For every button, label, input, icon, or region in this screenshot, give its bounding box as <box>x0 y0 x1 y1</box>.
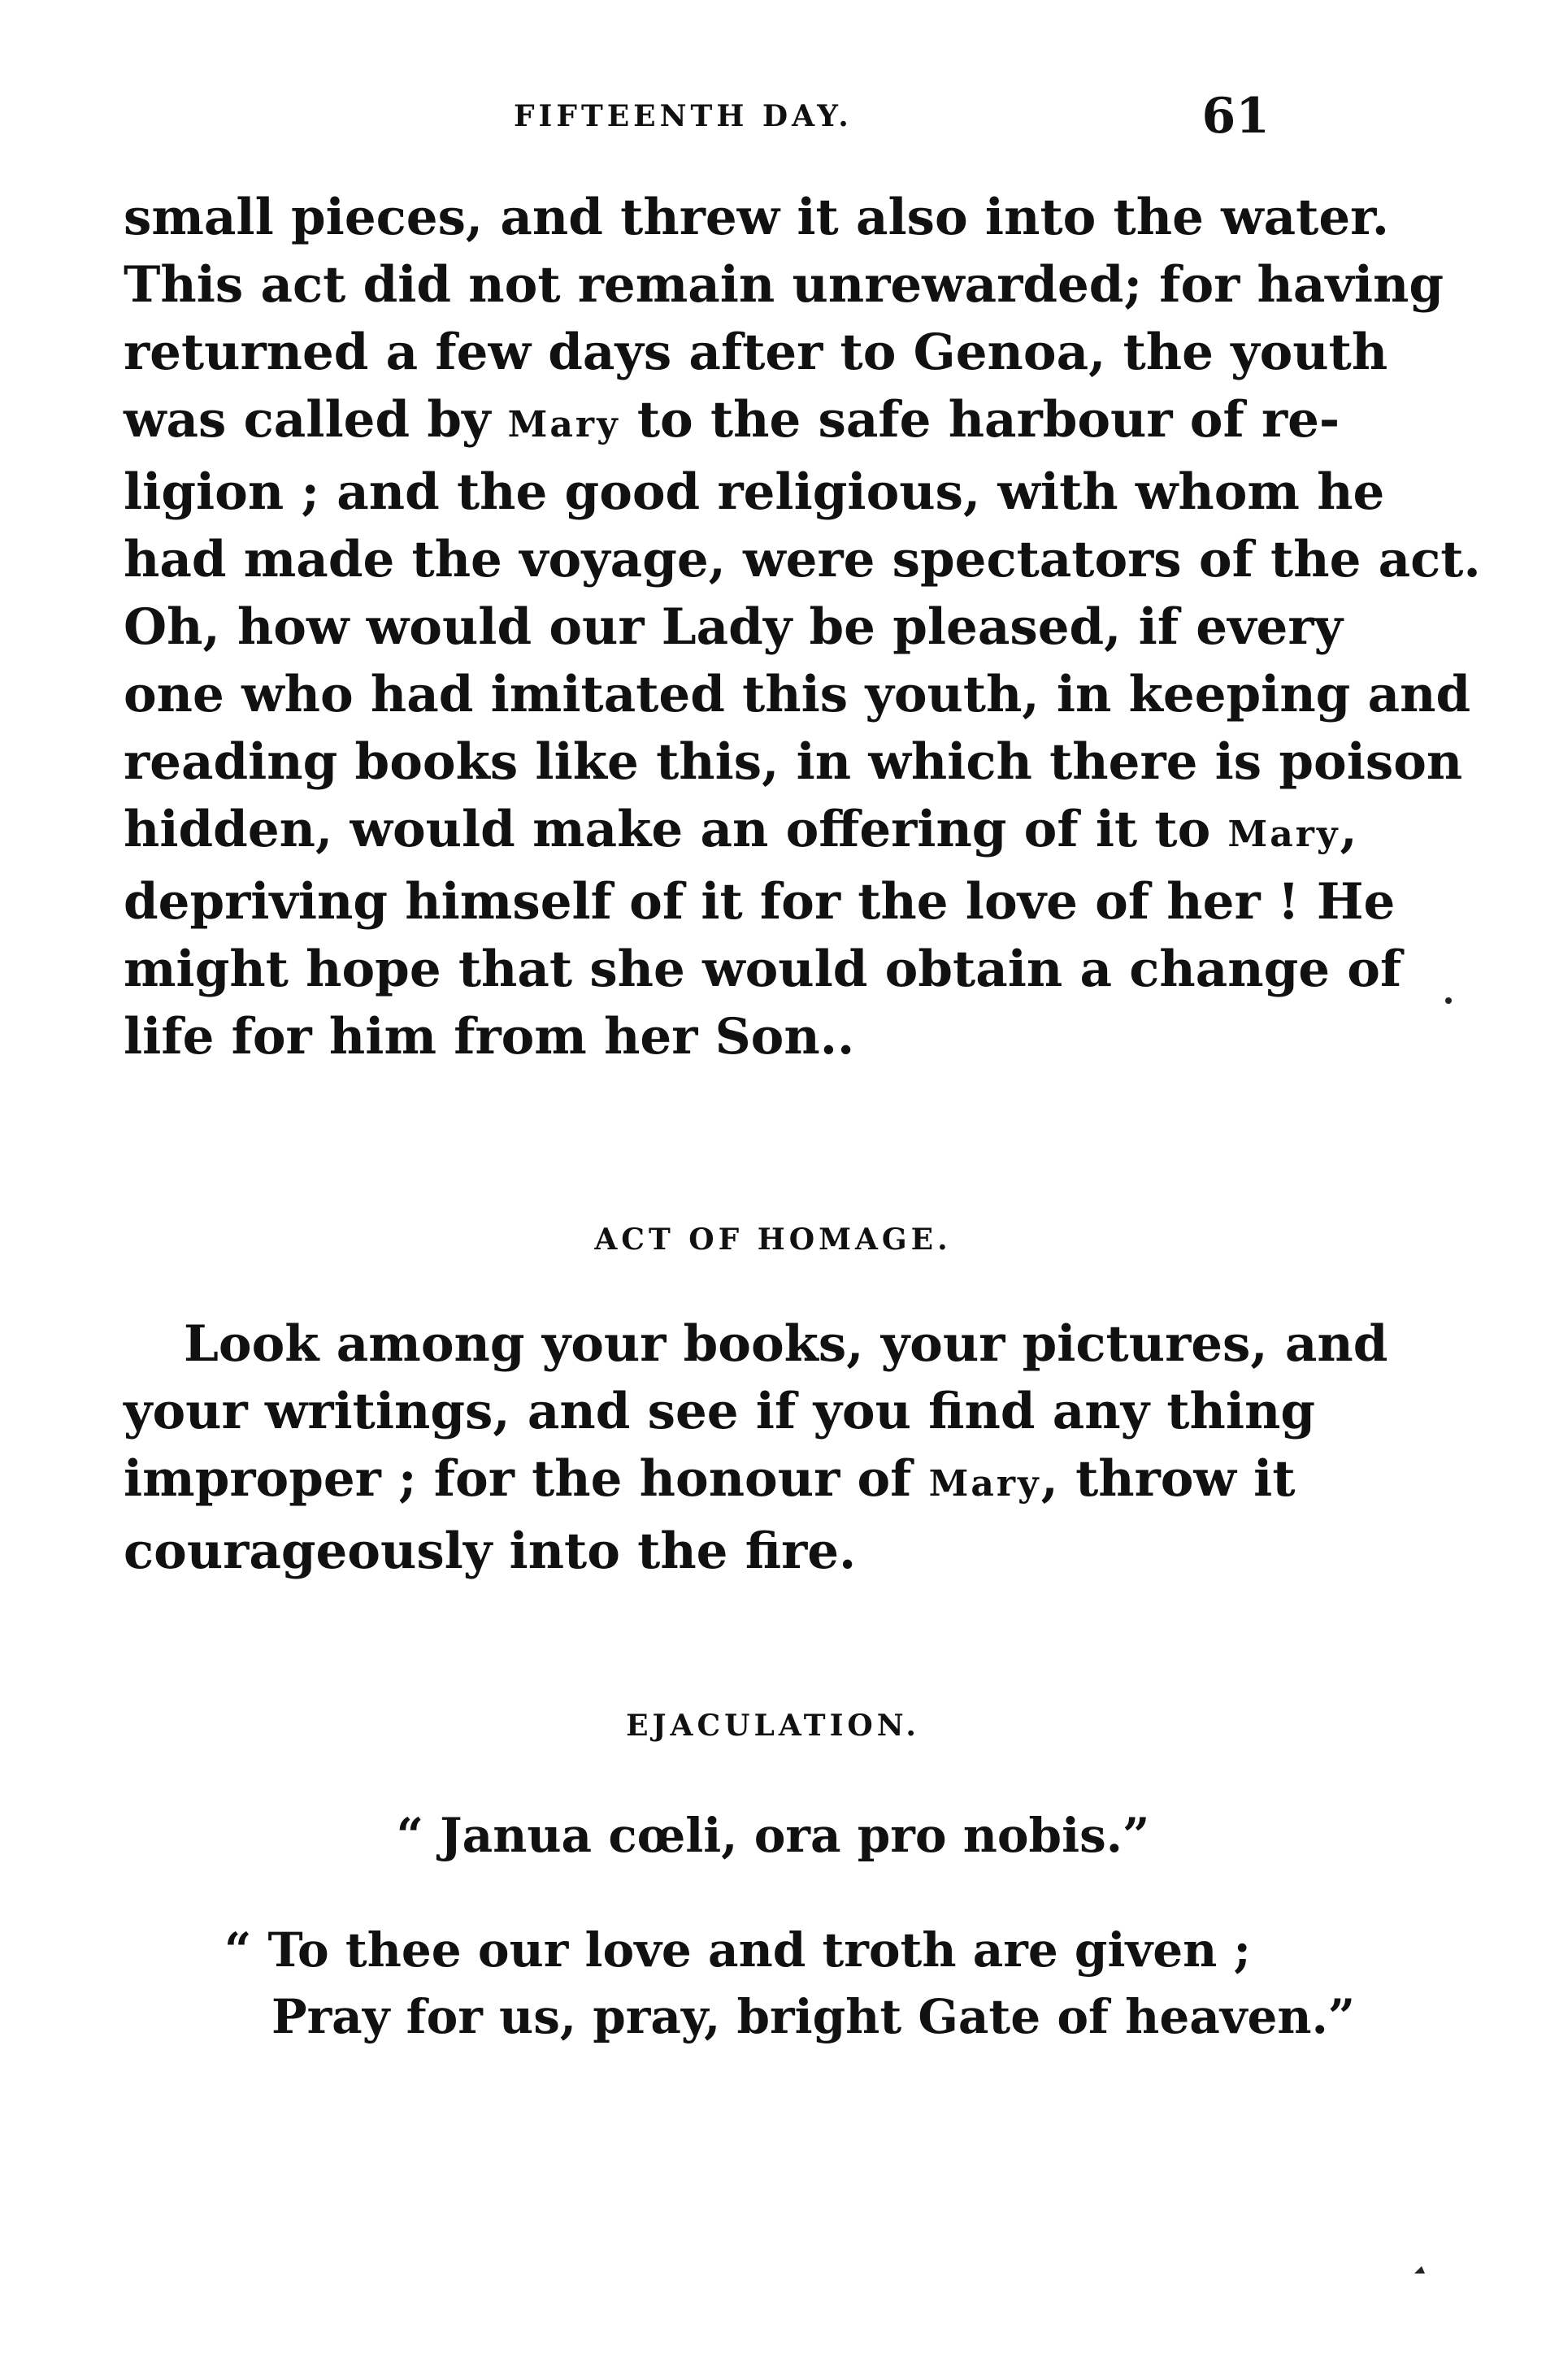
small-caps-name: Mary <box>507 404 620 445</box>
section-heading-ejaculation: EJACULATION. <box>626 1709 920 1743</box>
text-line: courageously into the fire. <box>124 1522 857 1580</box>
text-line: small pieces, and threw it also into the water. <box>124 189 1389 246</box>
latin-invocation: “ Janua cœli, ora pro nobis.” <box>396 1808 1150 1863</box>
text-line: returned a few days after to Genoa, the youth <box>124 324 1388 381</box>
small-caps-name: Mary <box>1227 814 1340 855</box>
text-fragment: hidden, would make an offering of it to <box>124 801 1228 858</box>
text-line <box>124 1445 1296 1518</box>
section-heading-act-of-homage: ACT OF HOMAGE. <box>594 1223 952 1257</box>
text-line: Look among your books, your pictures, and <box>184 1315 1388 1373</box>
verse-line: “ To thee our love and troth are given ; <box>224 1922 1251 1978</box>
text-line: depriving himself of it for the love of her ! He <box>124 873 1396 931</box>
text-fragment: to the safe harbour of re- <box>619 391 1340 449</box>
text-fragment: , <box>1340 801 1357 858</box>
text-line: This act did not remain unrewarded; for having <box>124 256 1444 314</box>
verse <box>224 1917 1355 2050</box>
act-of-homage-paragraph <box>124 1310 1388 1585</box>
running-header <box>124 88 1270 161</box>
text-line: had made the voyage, were spectators of the act. <box>124 531 1481 588</box>
text-line: your writings, and see if you find any thing <box>124 1383 1316 1440</box>
page-number: 61 <box>1201 88 1270 145</box>
running-title: FIFTEENTH DAY. <box>514 99 853 133</box>
text-line: one who had imitated this youth, in keeping and <box>124 666 1471 723</box>
text-line: might hope that she would obtain a change of <box>124 940 1402 998</box>
text-line: Oh, how would our Lady be pleased, if every <box>124 598 1343 656</box>
text-line: reading books like this, in which there is poison <box>124 733 1463 791</box>
text-fragment: was called by <box>124 391 508 449</box>
text-line <box>124 386 1340 458</box>
text-line: ligion ; and the good religious, with whom he <box>124 463 1385 521</box>
verse-line: Pray for us, pray, bright Gate of heaven.” <box>271 1989 1356 2044</box>
ink-speck <box>1445 997 1452 1004</box>
text-fragment: , throw it <box>1040 1450 1296 1508</box>
text-fragment: improper ; for the honour of <box>124 1450 929 1508</box>
text-line: life for him from her Son.. <box>124 1008 855 1066</box>
main-paragraph <box>124 184 1481 1071</box>
text-line <box>124 796 1357 868</box>
ink-speck <box>1414 2266 1425 2274</box>
small-caps-name: Mary <box>928 1463 1041 1505</box>
